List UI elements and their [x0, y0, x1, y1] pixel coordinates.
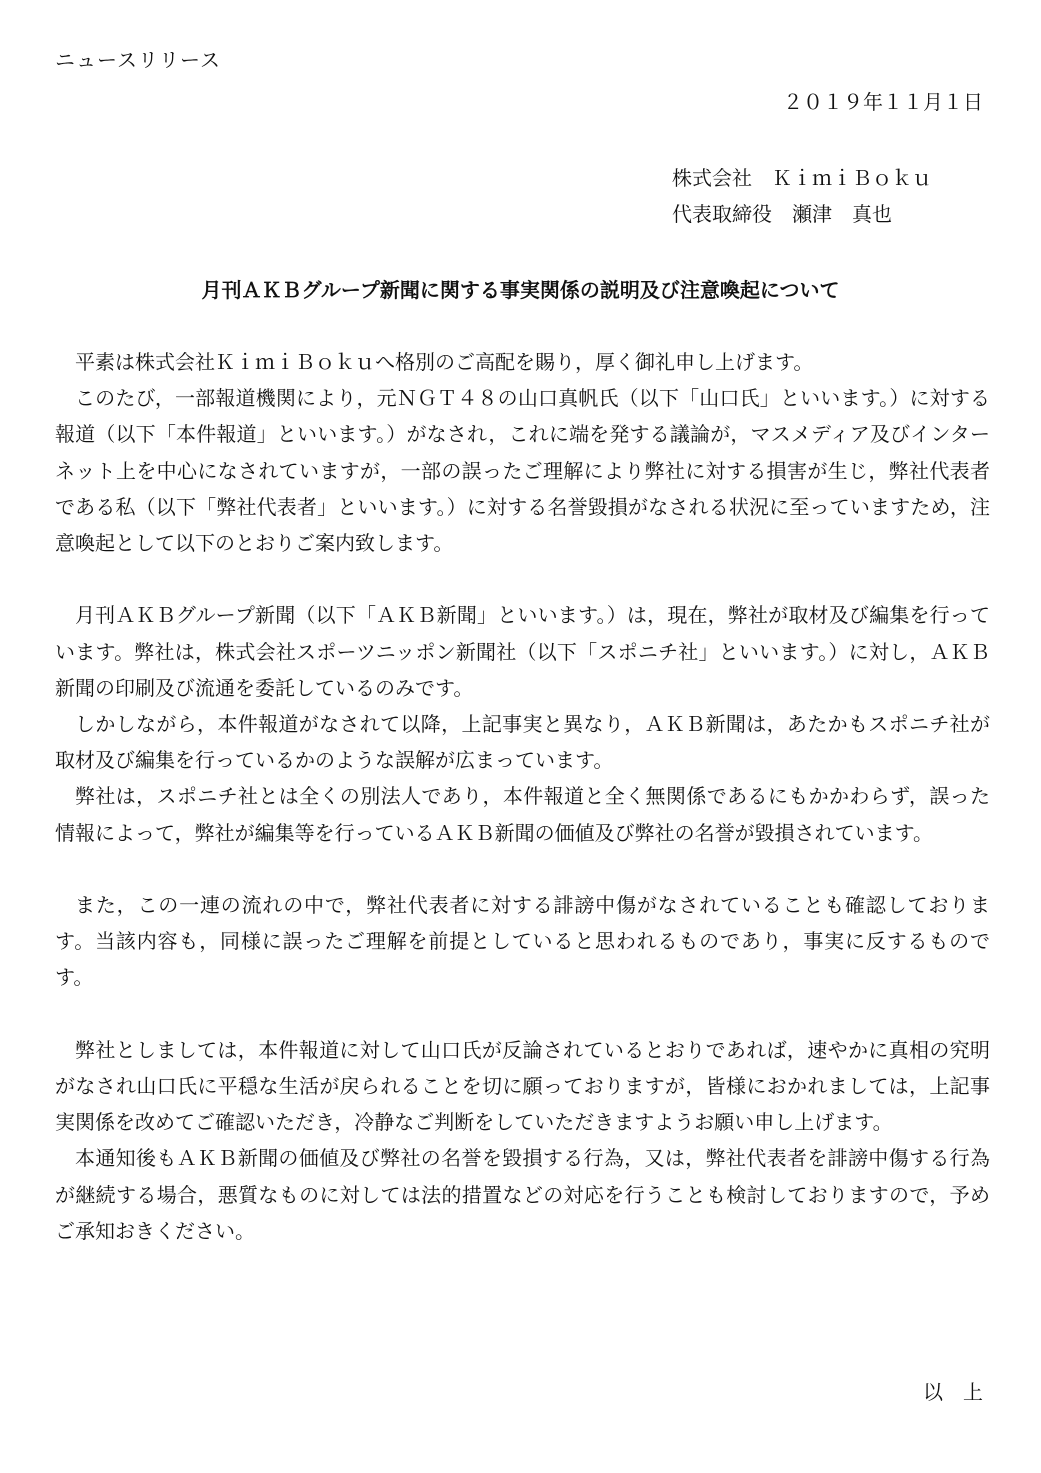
paragraph: 弊社は，スポニチ社とは全くの別法人であり，本件報道と全く無関係であるにもかかわらず，誤った情報によって，弊社が編集等を行っているＡＫＢ新聞の価値及び弊社の名誉が毀損されています。 [55, 784, 990, 845]
sender-representative: 代表取締役 瀬津 真也 [672, 202, 892, 226]
release-label: ニュースリリース [55, 48, 221, 72]
document-title: 月刊ＡＫＢグループ新聞に関する事実関係の説明及び注意喚起について [201, 278, 840, 302]
paragraph: 弊社としましては，本件報道に対して山口氏が反論されているとおりであれば，速やかに真相の究明がなされ山口氏に平穏な生活が戻られることを切に願っておりますが，皆様におかれましては，上記事実関係を改めてご確認いただき，冷静なご判断をしていただきますようお願い申し上げます。 [55, 1037, 990, 1135]
paragraph: また，この一連の流れの中で，弊社代表者に対する誹謗中傷がなされていることも確認しております。当該内容も，同様に誤ったご理解を前提としていると思われるものであり，事実に反するものです。 [55, 893, 990, 990]
document-body [55, 344, 990, 1249]
release-date: ２０１９年１１月１日 [783, 90, 983, 114]
sender-company: 株式会社 ＫｉｍｉＢｏｋｕ [672, 166, 932, 190]
sender-block [672, 160, 932, 232]
closing-mark: 以 上 [923, 1380, 983, 1404]
paragraph: 月刊ＡＫＢグループ新聞（以下「ＡＫＢ新聞」といいます。）は，現在，弊社が取材及び編集を行っています。弊社は，株式会社スポーツニッポン新聞社（以下「スポニチ社」といいます。）に対し，ＡＫＢ新聞の印刷及び流通を委託しているのみです。 [55, 603, 990, 700]
paragraph: 平素は株式会社ＫｉｍｉＢｏｋｕへ格別のご高配を賜り，厚く御礼申し上げます。 [75, 350, 814, 374]
paragraph: しかしながら，本件報道がなされて以降，上記事実と異なり，ＡＫＢ新聞は，あたかもスポニチ社が取材及び編集を行っているかのような誤解が広まっています。 [55, 712, 990, 773]
paragraph: 本通知後もＡＫＢ新聞の価値及び弊社の名誉を毀損する行為，又は，弊社代表者を誹謗中傷する行為が継続する場合，悪質なものに対しては法的措置などの対応を行うことも検討しておりますので，予めご承知おきください。 [55, 1146, 990, 1243]
paragraph: このたび，一部報道機関により，元ＮＧＴ４８の山口真帆氏（以下「山口氏」といいます。）に対する報道（以下「本件報道」といいます。）がなされ，これに端を発する議論が，マスメディア及びインターネット上を中心になされていますが，一部の誤ったご理解により弊社に対する損害が生じ，弊社代表者である私（以下「弊社代表者」といいます。）に対する名誉毀損がなされる状況に至っていますため，注意喚起として以下のとおりご案内致します。 [55, 386, 990, 556]
